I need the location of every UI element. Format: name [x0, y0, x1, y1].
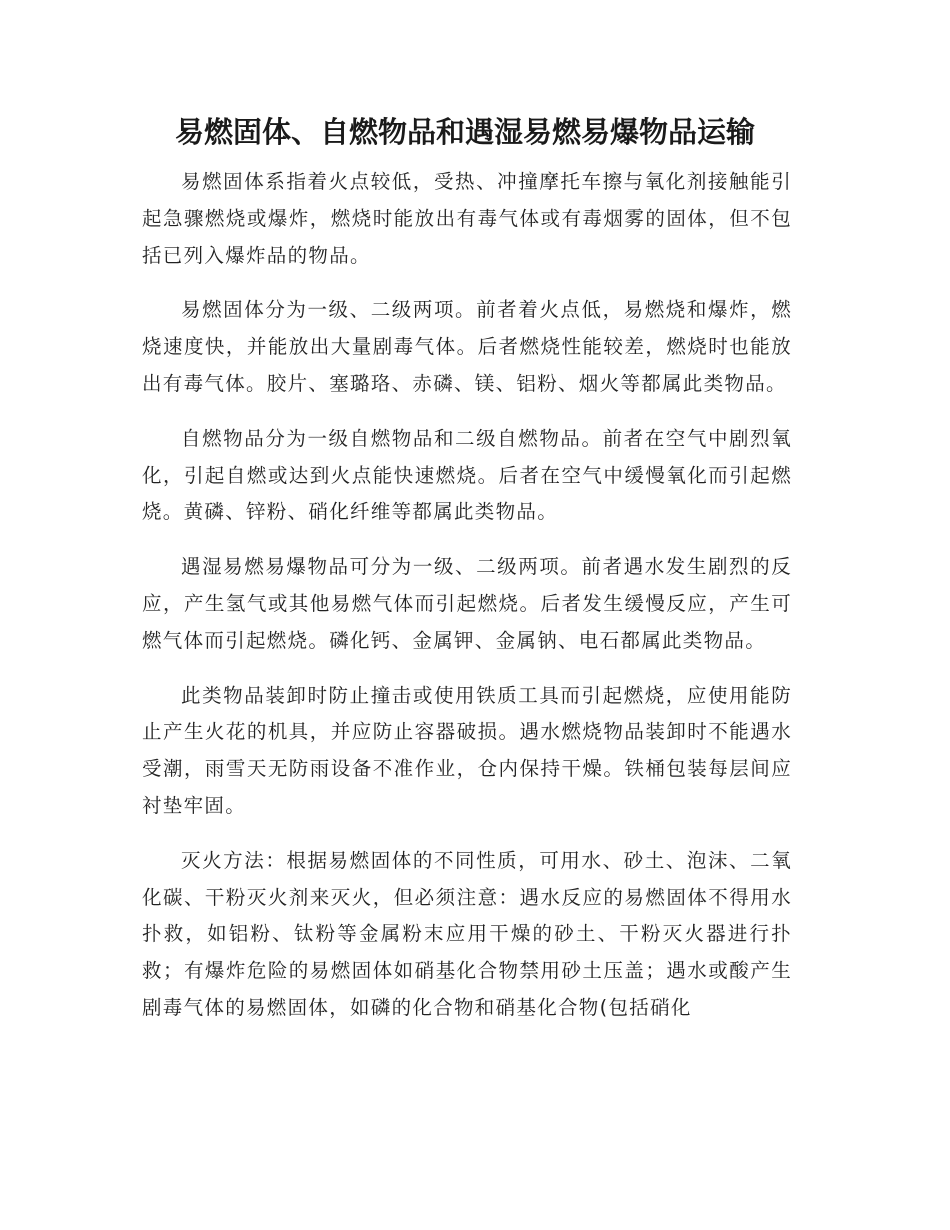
- paragraph-spontaneous-combustion: 自燃物品分为一级自燃物品和二级自燃物品。前者在空气中剧烈氧化，引起自燃或达到火点能快速燃烧。后者在空气中缓慢氧化而引起燃烧。黄磷、锌粉、硝化纤维等都属此类物品。: [142, 426, 792, 524]
- document-title: 易燃固体、自燃物品和遇湿易燃易爆物品运输: [174, 115, 755, 149]
- paragraph-water-reactive: 遇湿易燃易爆物品可分为一级、二级两项。前者遇水发生剧烈的反应，产生氢气或其他易燃气体而引起燃烧。后者发生缓慢反应，产生可燃气体而引起燃烧。磷化钙、金属钾、金属钠、电石都属此类物品。: [142, 555, 792, 652]
- paragraph-fire-fighting: 灭火方法：根据易燃固体的不同性质，可用水、砂土、泡沫、二氧化碳、干粉灭火剂来灭火，但必须注意：遇水反应的易燃固体不得用水扑救，如铝粉、钛粉等金属粉末应用干燥的砂土、干粉灭火器进行扑救；有爆炸危险的易燃固体如硝基化合物禁用砂土压盖；遇水或酸产生剧毒气体的易燃固体，如磷的化合物和硝基化合物(包括硝化: [142, 848, 792, 1019]
- paragraph-handling: 此类物品装卸时防止撞击或使用铁质工具而引起燃烧，应使用能防止产生火花的机具，并应防止容器破损。遇水燃烧物品装卸时不能遇水受潮，雨雪天无防雨设备不准作业，仓内保持干燥。铁桶包装每层间应衬垫牢固。: [142, 683, 792, 817]
- paragraph-flammable-solids-definition: 易燃固体系指着火点较低，受热、冲撞摩托车擦与氧化剂接触能引起急骤燃烧或爆炸，燃烧时能放出有毒气体或有毒烟雾的固体，但不包括已列入爆炸品的物品。: [142, 170, 792, 267]
- paragraph-flammable-solids-classes: 易燃固体分为一级、二级两项。前者着火点低，易燃烧和爆炸，燃烧速度快，并能放出大量剧毒气体。后者燃烧性能较差，燃烧时也能放出有毒气体。胶片、塞璐珞、赤磷、镁、铝粉、烟火等都属此类物品。: [142, 298, 792, 395]
- document-body: [142, 164, 792, 1045]
